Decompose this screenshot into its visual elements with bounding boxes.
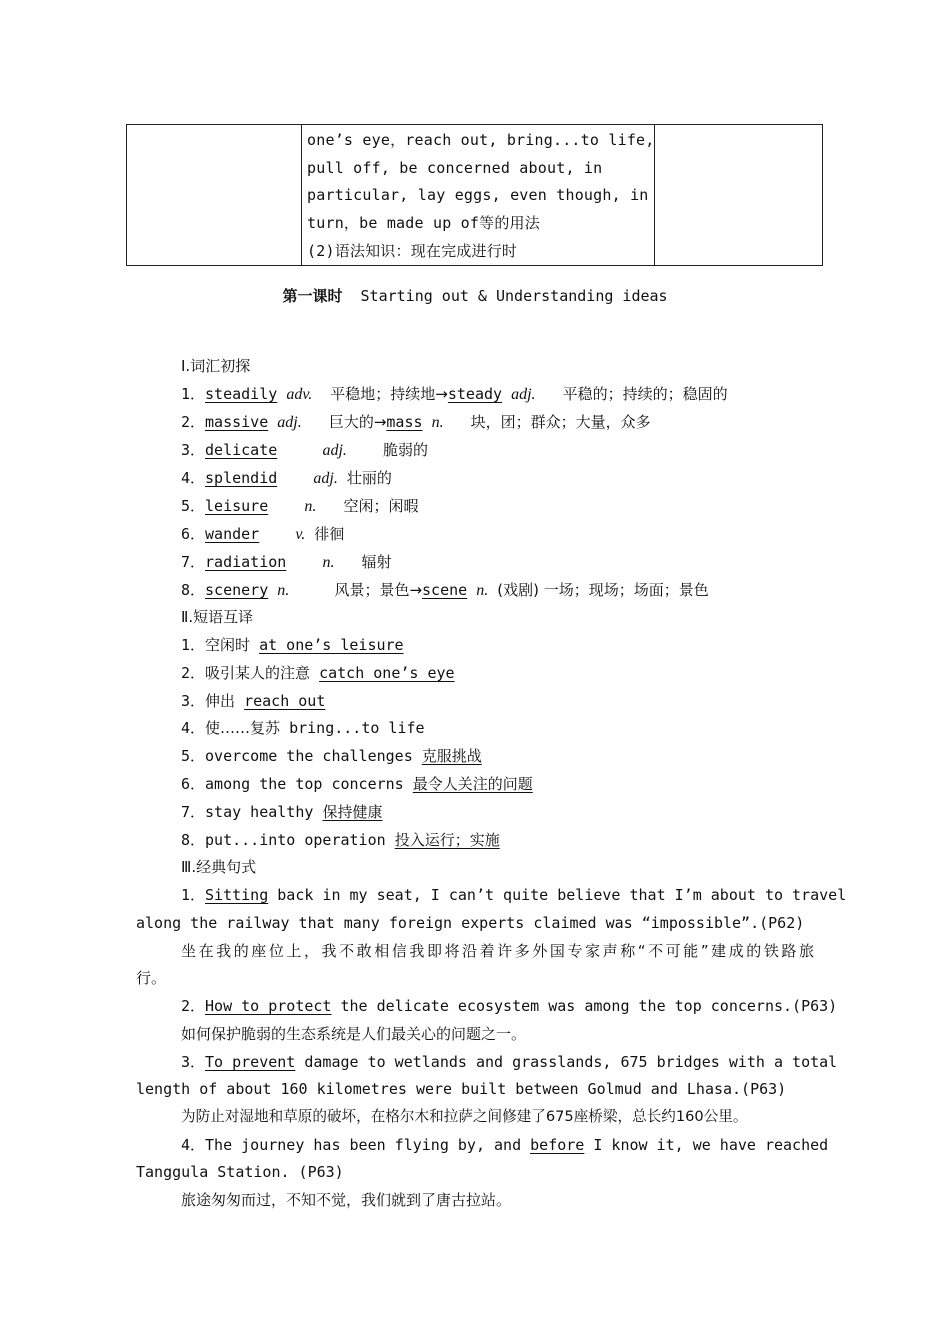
table-line: (2)语法知识：现在完成进行时 bbox=[307, 241, 518, 260]
list-item: 4．使……复苏 bring...to life bbox=[181, 719, 425, 737]
vocab-word: massive bbox=[205, 413, 269, 431]
phrase-answer: 保持健康 bbox=[322, 803, 383, 821]
sentence-1-translation: 坐在我的座位上，我不敢相信我即将沿着许多外国专家声称“不可能”建成的铁路旅 bbox=[181, 942, 814, 960]
sentence-1-line-2: along the railway that many foreign experts claimed was “impossible”.(P62) bbox=[136, 914, 805, 932]
list-item: 2．massive adj. 巨大的→mass n. 块，团；群众；大量，众多 bbox=[181, 413, 651, 431]
phrases-heading: Ⅱ.短语互译 bbox=[181, 608, 254, 626]
sentence-3-translation: 为防止对湿地和草原的破坏，在格尔木和拉萨之间修建了675座桥梁，总长约160公里。 bbox=[181, 1108, 748, 1125]
vocab-word: steadily bbox=[205, 385, 278, 403]
sentence-4-line-1: 4．The journey has been flying by, and before I know it, we have reached bbox=[181, 1136, 829, 1154]
list-item: 8．scenery n. 风景；景色→scene n. (戏剧) 一场；现场；场面；景色 bbox=[181, 581, 709, 599]
phrase-answer: at one’s leisure bbox=[259, 636, 404, 654]
list-item: 5．overcome the challenges 克服挑战 bbox=[181, 747, 482, 765]
vocab-word: splendid bbox=[205, 469, 278, 487]
vocab-word: wander bbox=[205, 525, 260, 543]
list-item: 1．空闲时 at one’s leisure bbox=[181, 636, 404, 654]
table-line: one’s eye，reach out, bring...to life, bbox=[307, 131, 655, 149]
list-item: 7．radiation n. 辐射 bbox=[181, 553, 392, 571]
phrase-answer: catch one’s eye bbox=[319, 664, 455, 682]
objectives-table bbox=[126, 124, 823, 266]
vocab-word: steady bbox=[447, 385, 503, 403]
lesson-title bbox=[0, 282, 950, 310]
vocab-word: scene bbox=[422, 581, 468, 599]
list-item: 1．steadily adv. 平稳地；持续地→steady adj. 平稳的；持续的；稳固的 bbox=[181, 385, 728, 403]
lesson-title-cn: 第一课时 bbox=[282, 287, 343, 305]
sentence-4-translation: 旅途匆匆而过，不知不觉，我们就到了唐古拉站。 bbox=[181, 1191, 512, 1209]
list-item: 6．among the top concerns 最令人关注的问题 bbox=[181, 775, 533, 793]
table-line: turn，be made up of等的用法 bbox=[307, 214, 540, 233]
phrase-answer: 克服挑战 bbox=[421, 747, 482, 765]
phrase-answer: bring...to life bbox=[289, 719, 425, 737]
table-cell-left bbox=[127, 125, 302, 266]
vocab-word: scenery bbox=[205, 581, 269, 599]
sentence-2: 2．How to protect the delicate ecosystem was among the top concerns.(P63) bbox=[181, 997, 838, 1015]
sentence-1-line-1: 1．Sitting back in my seat, I can’t quite believe that I’m about to travel bbox=[181, 886, 847, 904]
list-item: 5．leisure n. 空闲；闲暇 bbox=[181, 497, 419, 515]
list-item: 6．wander v. 徘徊 bbox=[181, 525, 345, 543]
phrase-answer: reach out bbox=[244, 692, 326, 710]
sentences-heading: Ⅲ.经典句式 bbox=[181, 858, 257, 876]
list-item: 3．伸出 reach out bbox=[181, 692, 326, 710]
sentence-3-line-2: length of about 160 kilometres were built between Golmud and Lhasa.(P63) bbox=[136, 1080, 787, 1098]
list-item: 8．put...into operation 投入运行；实施 bbox=[181, 831, 500, 849]
phrase-answer: 最令人关注的问题 bbox=[412, 775, 533, 793]
table-cell-middle bbox=[302, 125, 655, 266]
vocab-word: radiation bbox=[205, 553, 287, 571]
lesson-title-en: Starting out & Understanding ideas bbox=[360, 287, 668, 305]
sentence-1-translation-end: 行。 bbox=[136, 969, 167, 987]
vocab-heading: Ⅰ.词汇初探 bbox=[181, 357, 251, 375]
table-line: pull off, be concerned about, in bbox=[307, 158, 603, 177]
sentence-2-translation: 如何保护脆弱的生态系统是人们最关心的问题之一。 bbox=[181, 1025, 527, 1043]
list-item: 4．splendid adj. 壮丽的 bbox=[181, 469, 392, 487]
sentence-3-line-1: 3．To prevent damage to wetlands and grasslands, 675 bridges with a total bbox=[181, 1053, 838, 1071]
list-item: 3．delicate adj. 脆弱的 bbox=[181, 441, 429, 459]
sentence-4-line-2: Tanggula Station. (P63) bbox=[136, 1163, 344, 1181]
vocab-word: leisure bbox=[205, 497, 269, 515]
list-item: 2．吸引某人的注意 catch one’s eye bbox=[181, 664, 455, 682]
vocab-word: mass bbox=[386, 413, 423, 431]
list-item: 7．stay healthy 保持健康 bbox=[181, 803, 383, 821]
table-line: particular, lay eggs, even though, in bbox=[307, 186, 649, 205]
phrase-answer: 投入运行；实施 bbox=[394, 831, 500, 849]
table-cell-right bbox=[655, 125, 823, 266]
vocab-word: delicate bbox=[205, 441, 278, 459]
